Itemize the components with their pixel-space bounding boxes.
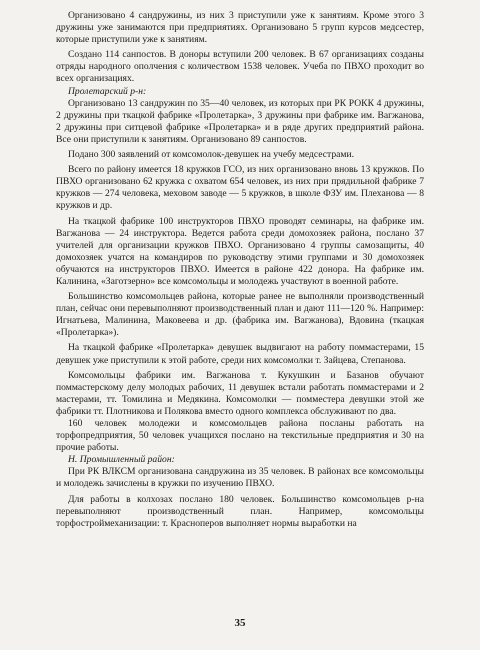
page-number: 35 <box>234 617 246 629</box>
paragraph: Для работы в колхозах послано 180 человек. Большинство комсомольцев р-на перевыполняют производственный план. Например, комсомольцы торфостроймеханизации: т. Красноперов выполняет нормы выработки на <box>56 493 424 529</box>
paragraph: На ткацкой фабрике 100 инструкторов ПВХО проводят семинары, на фабрике им. Вагжанова — 24 инструктора. Ведется работа среди домохозяек района, послано 37 учителей для организации кружков ПВХО. Организовано 4 группы самозащиты, 40 домохозяек учатся на командиров по руководству этими группами и 30 домохозяек обучаются на инструкторов ПВХО. Имеется в районе 422 донора. На фабрике им. Калинина, «Заготзерно» все комсомольцы и молодежь участвуют в военной работе. <box>56 215 424 287</box>
district-heading: Пролетарский р-н: <box>68 85 147 97</box>
paragraph: На ткацкой фабрике «Пролетарка» девушек выдвигают на работу поммастерами, 15 девушек уже приступили к этой работе, среди них комсомолки т. Зайцева, Степанова. <box>56 342 424 366</box>
paragraph: Организовано 13 сандружин по 35—40 человек, из которых при РК РОКК 4 дружины, 2 дружины при ткацкой фабрике «Пролетарка», 3 дружины при фабрике им. Вагжанова, 2 дружины при ситцевой фабрике «Пролетарка» и в ряде других предприятий района. Все они приступили к занятиям. Организовано 89 санпостов. <box>56 97 424 145</box>
paragraph: Всего по району имеется 18 кружков ГСО, из них организовано вновь 13 кружков. По ПВХО организовано 62 кружка с охватом 654 человек, из них при прядильной фабрике 7 кружков — 274 человека, меховом заводе — 5 кружков, в школе ФЗУ им. Плеханова — 8 кружков и др. <box>56 164 424 212</box>
district-heading: Н. Промышленный район: <box>68 454 175 466</box>
paragraph: Большинство комсомольцев района, которые ранее не выполняли производственный план, сейчас они перевыполняют производственный план и дают 111—120 %. Например: Игнатьева, Малинина, Маковеева и др. (фабрика им. Вагжанова), Вдовина (ткацкая «Пролетарка»). <box>56 291 424 339</box>
paragraph: Комсомольцы фабрики им. Вагжанова т. Кукушкин и Базанов обучают поммастерскому делу молодых рабочих, 11 девушек встали работать поммастерами и 2 мастерами, тт. Томилина и Медякина. Комсомолки — помместера девушки этой же фабрики тт. Плотникова и Полякова вместо одного комплекса обслуживают по два. <box>56 369 424 417</box>
paragraph: 160 человек молодежи и комсомольцев района посланы работать на торфопредприятия, 50 человек учащихся послано на текстильные предприятия и 30 на прочие работы. <box>56 418 424 454</box>
paragraph: Подано 300 заявлений от комсомолок-девушек на учебу медсестрами. <box>68 149 354 161</box>
paragraph: Организовано 4 сандружины, из них 3 приступили уже к занятиям. Кроме этого 3 дружины уже занимаются при предприятиях. Организовано 5 групп курсов медсестер, которые приступили уже к занятиям. <box>56 10 424 46</box>
paragraph: Создано 114 санпостов. В доноры вступили 200 человек. В 67 организациях созданы отряды народного ополчения с количеством 1538 человек. Учеба по ПВХО проходит во всех организациях. <box>56 49 424 85</box>
paragraph: При РК ВЛКСМ организована сандружина из 35 человек. В районах все комсомольцы и молодежь зачислены в кружки по изучению ПВХО. <box>56 466 424 490</box>
body-text <box>56 10 424 530</box>
